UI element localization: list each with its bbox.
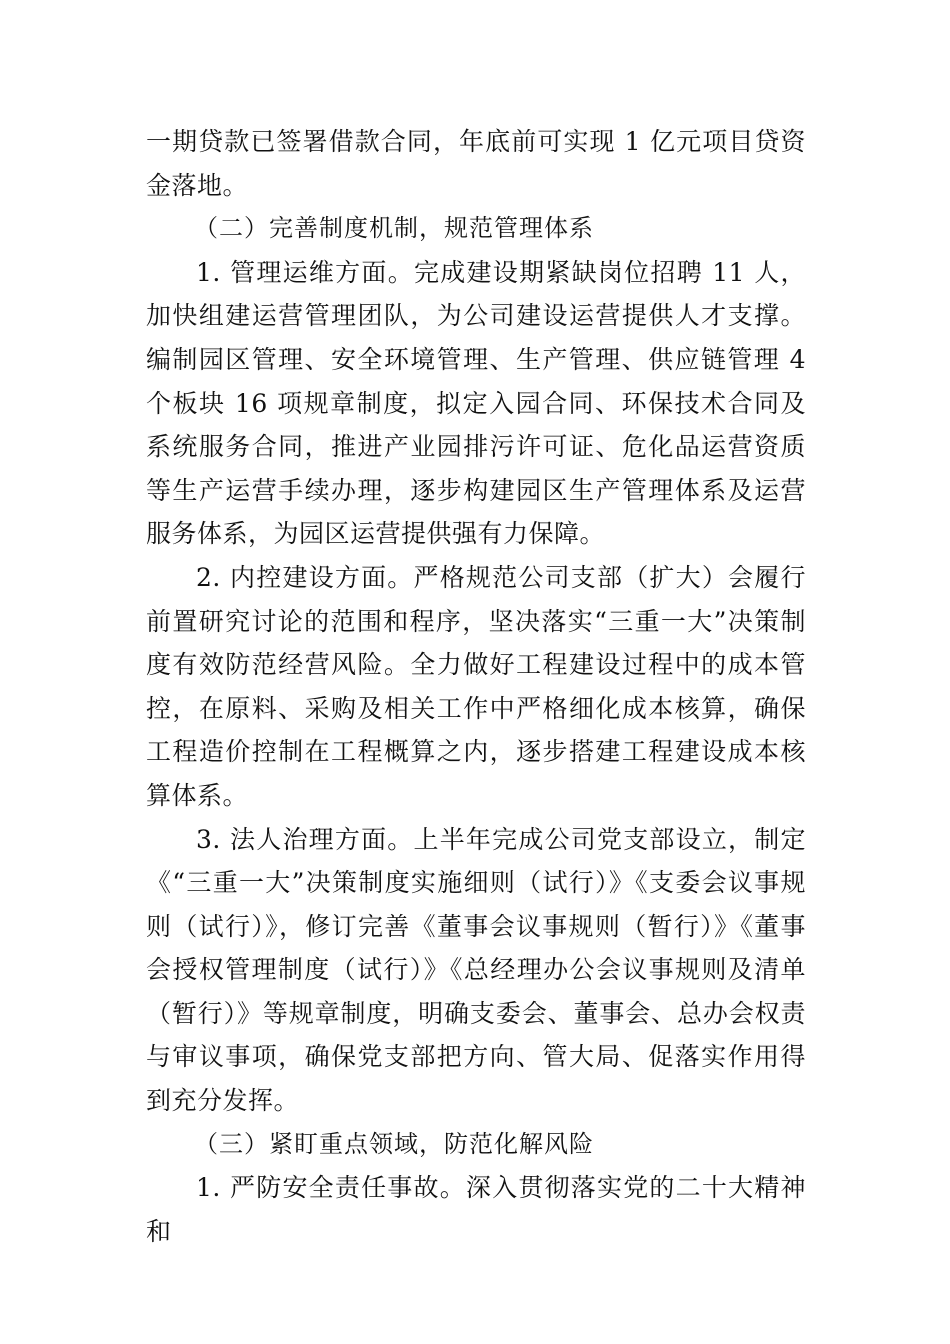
paragraph-continuation: 一期贷款已签署借款合同，年底前可实现 1 亿元项目贷资金落地。 [146, 127, 806, 200]
paragraph-safety-accidents: 1. 严防安全责任事故。深入贯彻落实党的二十大精神和 [146, 1173, 806, 1246]
paragraph-internal-control: 2. 内控建设方面。严格规范公司支部（扩大）会履行前置研究讨论的范围和程序，坚决落实“三重一大”决策制度有效防范经营风险。全力做好工程建设过程中的成本管控，在原料、采购及相关工作中严格细化成本核算，确保工程造价控制在工程概算之内，逐步搭建工程建设成本核算体系。 [146, 562, 806, 810]
section-heading-2: （二）完善制度机制，规范管理体系 [194, 214, 594, 243]
paragraph-corporate-governance: 3. 法人治理方面。上半年完成公司党支部设立，制定《“三重一大”决策制度实施细则（试行）》《支委会议事规则（试行）》，修订完善《董事会议事规则（暂行）》《董事会授权管理制度（试行）》《总经理办公会议事规则及清单（暂行）》等规章制度，明确支委会、董事会、总办会权责与审议事项，确保党支部把方向、管大局、促落实作用得到充分发挥。 [146, 824, 806, 1116]
document-body [146, 120, 806, 1253]
section-heading-3: （三）紧盯重点领域，防范化解风险 [194, 1129, 594, 1158]
paragraph-management-operation: 1. 管理运维方面。完成建设期紧缺岗位招聘 11 人，加快组建运营管理团队，为公司建设运营提供人才支撑。编制园区管理、安全环境管理、生产管理、供应链管理 4 个板块 16 项规章制度，拟定入园合同、环保技术合同及系统服务合同，推进产业园排污许可证、危化品运营资质等生产运营手续办理，逐步构建园区生产管理体系及运营服务体系，为园区运营提供强有力保障。 [146, 257, 806, 549]
